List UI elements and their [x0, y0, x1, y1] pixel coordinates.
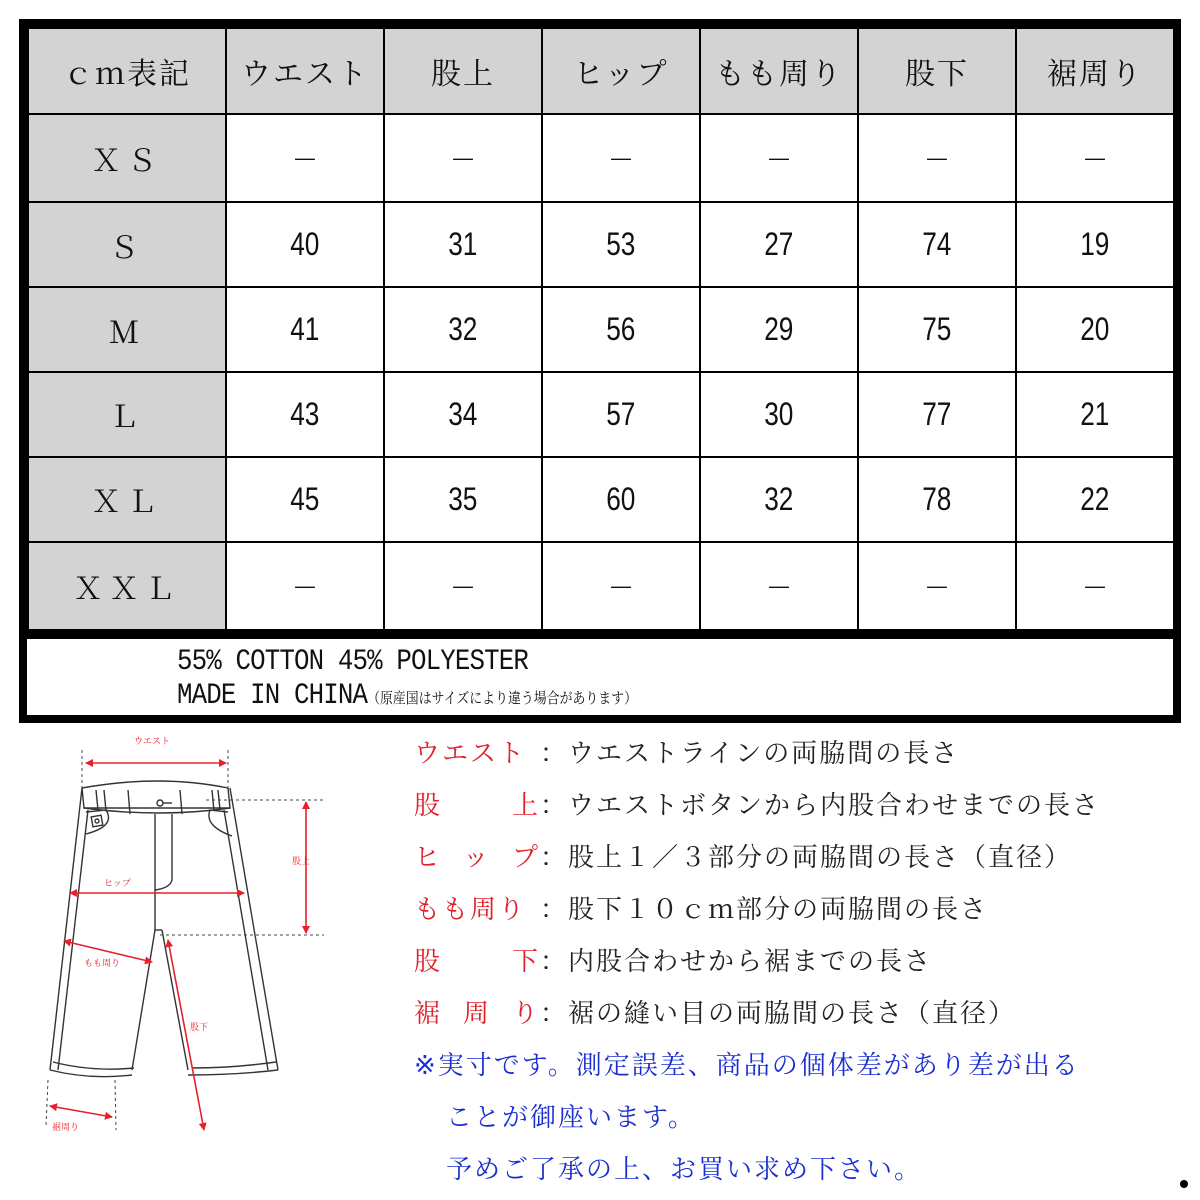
origin-text: MADE IN CHINA	[177, 679, 368, 713]
legend-term: 股上	[414, 791, 540, 821]
size-label: ＸＸＬ	[28, 542, 226, 630]
table-row	[28, 202, 1174, 287]
composition-text: 55% COTTON 45% POLYESTER	[177, 645, 528, 679]
notice-line-2: ことが御座います。	[446, 1103, 696, 1133]
material-info	[27, 639, 1173, 715]
diagram-label-hem: 裾周り	[52, 1123, 80, 1133]
cell-hem: 19	[1080, 226, 1110, 263]
cell-hip: －	[607, 569, 635, 606]
cell-rise: －	[449, 569, 477, 606]
diagram-label-thigh: もも周り	[84, 959, 121, 969]
legend-term: もも周り	[414, 895, 527, 925]
header-rise: 股上	[384, 28, 542, 114]
size-label: Ｓ	[28, 202, 226, 287]
cell-thigh: 27	[764, 226, 794, 263]
legend-desc: ウエストボタンから内股合わせまでの長さ	[568, 791, 1101, 821]
size-table	[27, 27, 1175, 631]
header-unit: ｃｍ表記	[28, 28, 226, 114]
legend-item-inseam: 股下：内股合わせから裾までの長さ	[414, 940, 1194, 992]
legend-term: ウエスト	[414, 739, 527, 769]
cell-rise: 34	[448, 395, 478, 432]
cell-waist: 45	[290, 480, 320, 517]
header-thigh: もも周り	[700, 28, 858, 114]
cell-hip: 60	[606, 480, 636, 517]
cell-hem: 20	[1080, 311, 1110, 348]
cell-inseam: －	[923, 569, 951, 606]
table-row	[28, 372, 1174, 457]
cell-rise: 32	[448, 311, 478, 348]
table-row	[28, 114, 1174, 202]
cell-thigh: 29	[764, 311, 794, 348]
cell-inseam: 74	[922, 226, 952, 263]
cell-hem: 21	[1080, 395, 1110, 432]
cell-rise: 31	[448, 226, 478, 263]
cell-thigh: －	[765, 569, 793, 606]
cell-hem: 22	[1080, 480, 1110, 517]
header-hem: 裾周り	[1016, 28, 1174, 114]
header-hip: ヒップ	[542, 28, 700, 114]
cell-inseam: 78	[922, 480, 952, 517]
cell-hem: －	[1081, 569, 1109, 606]
legend-item-rise: 股上：ウエストボタンから内股合わせまでの長さ	[414, 784, 1194, 836]
legend-term: 股下	[414, 947, 540, 977]
cell-rise: －	[449, 142, 477, 179]
cell-waist: 43	[290, 395, 320, 432]
cell-rise: 35	[448, 480, 478, 517]
origin-note: （原産国はサイズにより違う場合があります）	[367, 689, 637, 707]
legend-item-hip: ヒップ：股上１／３部分の両脇間の長さ（直径）	[414, 836, 1194, 888]
size-label: ＸＬ	[28, 457, 226, 542]
size-label: Ｌ	[28, 372, 226, 457]
legend-term: 裾周り	[414, 999, 540, 1029]
legend-item-thigh: もも周り ：股下１０ｃｍ部分の両脇間の長さ	[414, 888, 1194, 940]
size-label: Ｍ	[28, 287, 226, 372]
legend-desc: 内股合わせから裾までの長さ	[568, 947, 933, 977]
table-row	[28, 287, 1174, 372]
diagram-label-rise: 股上	[292, 857, 311, 867]
cell-hip: 56	[606, 311, 636, 348]
bullet-dot-icon	[1180, 1180, 1188, 1188]
header-waist: ウエスト	[226, 28, 384, 114]
cell-thigh: 30	[764, 395, 794, 432]
cell-waist: 40	[290, 226, 320, 263]
cell-thigh: 32	[764, 480, 794, 517]
cell-hip: 57	[606, 395, 636, 432]
diagram-label-hip: ヒップ	[104, 879, 131, 889]
table-header-row	[28, 28, 1174, 114]
measurement-legend	[414, 732, 1194, 1200]
legend-desc: 股下１０ｃｍ部分の両脇間の長さ	[568, 895, 989, 925]
legend-item-waist: ウエスト ：ウエストラインの両脇間の長さ	[414, 732, 1194, 784]
cell-waist: 41	[290, 311, 320, 348]
legend-desc: 裾の縫い目の両脇間の長さ（直径）	[568, 999, 1017, 1029]
cell-waist: －	[291, 569, 319, 606]
origin-line	[177, 679, 1034, 715]
cell-hip: －	[607, 142, 635, 179]
legend-desc: ウエストラインの両脇間の長さ	[568, 739, 960, 769]
header-inseam: 股下	[858, 28, 1016, 114]
cell-inseam: 77	[922, 395, 952, 432]
cell-waist: －	[291, 142, 319, 179]
legend-term: ヒップ	[414, 843, 540, 873]
notice-line-1: ※実寸です。測定誤差、商品の個体差があり差が出る	[414, 1051, 1080, 1081]
legend-desc: 股上１／３部分の両脇間の長さ（直径）	[568, 843, 1073, 873]
cell-hip: 53	[606, 226, 636, 263]
cell-thigh: －	[765, 142, 793, 179]
table-row	[28, 457, 1174, 542]
pants-illustration-icon	[20, 730, 400, 1190]
size-chart-frame	[19, 19, 1181, 723]
diagram-label-waist: ウエスト	[134, 737, 171, 747]
cell-inseam: －	[923, 142, 951, 179]
notice-line-3: 予めご了承の上、お買い求め下さい。	[446, 1155, 923, 1185]
cell-inseam: 75	[922, 311, 952, 348]
diagram-label-inseam: 股下	[190, 1023, 209, 1033]
table-row	[28, 542, 1174, 630]
pants-measurement-diagram	[20, 730, 400, 1190]
cell-hem: －	[1081, 142, 1109, 179]
size-label: ＸＳ	[28, 114, 226, 202]
legend-item-hem: 裾周り：裾の縫い目の両脇間の長さ（直径）	[414, 992, 1194, 1044]
